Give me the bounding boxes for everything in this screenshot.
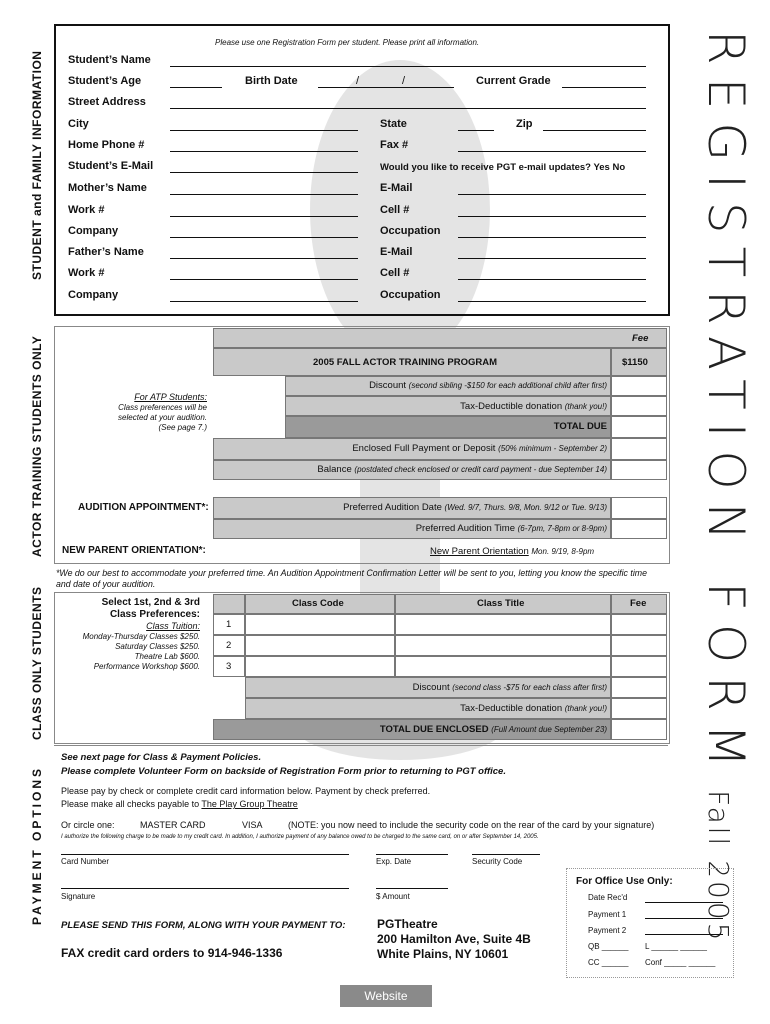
amount-label: $ Amount: [376, 892, 410, 901]
class-tax-label: [460, 703, 607, 714]
tuition-theatre-lab: Theatre Lab $600.: [134, 652, 200, 661]
student-name-field[interactable]: [170, 66, 646, 67]
pref-time-field[interactable]: [611, 519, 667, 539]
payment-1-label: Payment 1: [588, 910, 627, 919]
send-form-label: PLEASE SEND THIS FORM, ALONG WITH YOUR PAYMENT TO:: [61, 920, 346, 931]
pref-time-note: (6-7pm, 7-8pm or 8-9pm): [517, 524, 607, 533]
mother-email-label: E-Mail: [380, 182, 413, 194]
l-field: L ______ ______: [645, 942, 707, 951]
exp-date-label: Exp. Date: [376, 857, 412, 866]
security-code-field[interactable]: [472, 854, 540, 855]
atp-note-2: selected at your audition.: [118, 413, 207, 422]
father-email-label: E-Mail: [380, 246, 413, 258]
row-number-1: 1: [226, 619, 232, 630]
program-name: 2005 FALL ACTOR TRAINING PROGRAM: [313, 357, 498, 368]
audition-appointment-label: AUDITION APPOINTMENT*:: [78, 502, 209, 513]
pref-date-label: [343, 502, 607, 513]
parent-orientation-link[interactable]: New Parent Orientation: [430, 546, 529, 557]
fax-field[interactable]: [458, 151, 646, 152]
pref-date-field[interactable]: [611, 497, 667, 519]
class-code-1-field[interactable]: [245, 614, 395, 635]
parent-orientation-info: [430, 546, 594, 557]
program-fee: $1150: [622, 357, 648, 368]
atp-discount-field[interactable]: [611, 376, 667, 396]
mother-work-label: Work #: [68, 204, 105, 216]
select-preferences-2: Class Preferences:: [109, 609, 200, 620]
address-line-3: White Plains, NY 10601: [377, 947, 509, 961]
tuition-performance-workshop: Performance Workshop $600.: [93, 662, 200, 671]
city-field[interactable]: [170, 130, 358, 131]
mother-company-field[interactable]: [170, 237, 358, 238]
class-code-2-field[interactable]: [245, 635, 395, 656]
payment-divider: [54, 745, 668, 746]
class-fee-3-field[interactable]: [611, 656, 667, 677]
fee-header-row: [213, 328, 667, 348]
atp-tax-label: [460, 401, 607, 412]
class-discount-label: [413, 682, 607, 693]
pay-instructions-2: [61, 799, 298, 809]
atp-students-title: For ATP Students:: [134, 392, 207, 402]
home-phone-field[interactable]: [170, 151, 358, 152]
row-number-2: 2: [226, 640, 232, 651]
mother-work-field[interactable]: [170, 216, 358, 217]
payee-name: The Play Group Theatre: [201, 799, 298, 809]
tuition-saturday: Saturday Classes $250.: [115, 642, 200, 651]
father-company-field[interactable]: [170, 301, 358, 302]
student-age-label: Student’s Age: [68, 75, 142, 87]
atp-tax-field[interactable]: [611, 396, 667, 416]
birth-date-field[interactable]: [318, 87, 454, 88]
zip-label: Zip: [516, 118, 533, 130]
class-tuition-title: Class Tuition:: [146, 621, 200, 631]
student-info-side-label: STUDENT and FAMILY INFORMATION: [30, 50, 44, 280]
mother-cell-label: Cell #: [380, 204, 410, 216]
atp-tax-note: (thank you!): [564, 402, 607, 411]
student-name-label: Student’s Name: [68, 54, 151, 66]
circle-one-label: Or circle one:: [61, 820, 115, 830]
atp-discount-text: Discount: [369, 380, 407, 391]
atp-total-label: TOTAL DUE: [553, 421, 607, 432]
class-title-2-field[interactable]: [395, 635, 611, 656]
registration-form-title: [697, 30, 755, 944]
date-slash-2: /: [402, 75, 406, 87]
actor-training-side-label: ACTOR TRAINING STUDENTS ONLY: [30, 335, 44, 557]
policy-line-2: Please complete Volunteer Form on backside of Registration Form prior to returning to PGT office.: [61, 766, 506, 777]
class-total-note: (Full Amount due September 23): [491, 725, 607, 734]
row-number-3: 3: [226, 661, 232, 672]
website-button[interactable]: Website: [340, 985, 432, 1007]
cc-field: CC ______: [588, 958, 629, 967]
address-line-2: 200 Hamilton Ave, Suite 4B: [377, 932, 531, 946]
class-only-side-label: CLASS ONLY STUDENTS: [30, 586, 44, 740]
class-fee-2-field[interactable]: [611, 635, 667, 656]
atp-enclosed-note: (50% minimum - September 2): [498, 444, 607, 453]
atp-discount-label: [369, 380, 607, 391]
atp-balance-text: Balance: [317, 464, 352, 475]
mastercard-option[interactable]: MASTER CARD: [140, 820, 206, 830]
class-fee-1-field[interactable]: [611, 614, 667, 635]
date-received-field[interactable]: [645, 902, 723, 903]
atp-balance-label: [317, 464, 607, 475]
pref-date-note: (Wed. 9/7, Thurs. 9/8, Mon. 9/12 or Tue. 9/13): [444, 503, 607, 512]
current-grade-label: Current Grade: [476, 75, 551, 87]
class-discount-note: (second class -$75 for each class after first): [452, 683, 607, 692]
visa-option[interactable]: VISA: [242, 820, 263, 830]
date-received-label: Date Rec'd: [588, 893, 628, 902]
father-company-label: Company: [68, 289, 119, 301]
fee-header: Fee: [632, 333, 649, 344]
student-age-field[interactable]: [170, 87, 222, 88]
class-tax-note: (thank you!): [564, 704, 607, 713]
payment-options-side-label: PAYMENT OPTIONS: [30, 765, 44, 925]
birth-date-label: Birth Date: [245, 75, 298, 87]
home-phone-label: Home Phone #: [68, 139, 145, 151]
fathers-name-label: Father’s Name: [68, 246, 144, 258]
father-occupation-field[interactable]: [458, 301, 646, 302]
address-line-1: PGTheatre: [377, 917, 438, 931]
atp-enclosed-label: [352, 443, 607, 454]
current-grade-field[interactable]: [562, 87, 646, 88]
title-sub: Fall 2005: [702, 790, 735, 944]
mother-occupation-field[interactable]: [458, 237, 646, 238]
authorization-text: I authorize the following charge to be made to my credit card. In addition, I authorize payment of any balance owed to be charged to the same card, on or after September 14, 2005.: [61, 834, 539, 840]
audition-footnote: *We do our best to accommodate your preferred time. An Audition Appointment Confirmation Letter will be sent to you, letting you know the specific time and date of your audition.: [56, 568, 647, 589]
pref-time-label: [416, 523, 607, 534]
atp-tax-text: Tax-Deductible donation: [460, 401, 563, 412]
mother-email-field[interactable]: [458, 194, 646, 195]
date-slash-1: /: [356, 75, 360, 87]
signature-field[interactable]: [61, 888, 349, 889]
pay-instructions-2-prefix: Please make all checks payable to: [61, 799, 200, 809]
class-title-3-field[interactable]: [395, 656, 611, 677]
class-total-text: TOTAL DUE ENCLOSED: [379, 724, 489, 735]
mother-company-label: Company: [68, 225, 119, 237]
class-code-3-field[interactable]: [245, 656, 395, 677]
email-updates-question[interactable]: Would you like to receive PGT e-mail updates? Yes No: [380, 162, 626, 173]
zip-field[interactable]: [543, 130, 646, 131]
mother-cell-field[interactable]: [458, 216, 646, 217]
street-address-label: Street Address: [68, 96, 146, 108]
class-title-header: Class Title: [477, 598, 525, 609]
class-total-field[interactable]: [611, 719, 667, 740]
title-main: REGISTRATION FORM: [697, 30, 755, 781]
class-fee-header: Fee: [630, 598, 647, 609]
atp-balance-field[interactable]: [611, 460, 667, 480]
class-discount-text: Discount: [412, 682, 450, 693]
student-email-field[interactable]: [170, 172, 358, 173]
security-code-label: Security Code: [472, 857, 523, 866]
instruction-text: Please use one Registration Form per student. Please print all information.: [215, 38, 480, 47]
atp-total-field[interactable]: [611, 416, 667, 438]
security-code-note: (NOTE: you now need to include the security code on the rear of the card by your signature): [288, 820, 655, 830]
class-discount-field[interactable]: [611, 677, 667, 698]
class-total-label: [380, 724, 607, 735]
amount-field[interactable]: [376, 888, 448, 889]
conf-field: Conf _____ ______: [645, 958, 716, 967]
father-cell-field[interactable]: [458, 279, 646, 280]
mothers-name-label: Mother’s Name: [68, 182, 147, 194]
pref-time-text: Preferred Audition Time: [415, 523, 515, 534]
atp-enclosed-text: Enclosed Full Payment or Deposit: [352, 443, 496, 454]
qb-field: QB ______: [588, 942, 629, 951]
mothers-name-field[interactable]: [170, 194, 358, 195]
father-work-field[interactable]: [170, 279, 358, 280]
select-preferences-1: Select 1st, 2nd & 3rd: [101, 597, 200, 608]
office-use-title: For Office Use Only:: [576, 876, 673, 887]
payment-2-label: Payment 2: [588, 926, 627, 935]
policy-line-1: See next page for Class & Payment Policies.: [61, 752, 262, 763]
student-email-label: Student’s E-Mail: [68, 160, 154, 172]
city-label: City: [68, 118, 89, 130]
mother-occupation-label: Occupation: [380, 225, 441, 237]
atp-discount-note: (second sibling -$150 for each additional child after first): [408, 381, 607, 390]
atp-note-3: (See page 7.): [158, 423, 207, 432]
exp-date-field[interactable]: [376, 854, 448, 855]
class-code-header: Class Code: [292, 598, 344, 609]
parent-orientation-label: NEW PARENT ORIENTATION*:: [62, 545, 206, 556]
pay-instructions-1: Please pay by check or complete credit card information below. Payment by check preferred.: [61, 786, 431, 796]
class-title-1-field[interactable]: [395, 614, 611, 635]
father-email-field[interactable]: [458, 258, 646, 259]
card-number-field[interactable]: [61, 854, 349, 855]
payment-2-field[interactable]: [645, 934, 723, 935]
fathers-name-field[interactable]: [170, 258, 358, 259]
father-occupation-label: Occupation: [380, 289, 441, 301]
pref-date-text: Preferred Audition Date: [343, 502, 442, 513]
atp-note-1: Class preferences will be: [118, 403, 207, 412]
father-work-label: Work #: [68, 267, 105, 279]
state-field[interactable]: [458, 130, 494, 131]
street-address-field[interactable]: [170, 108, 646, 109]
class-tax-text: Tax-Deductible donation: [460, 703, 563, 714]
atp-enclosed-field[interactable]: [611, 438, 667, 460]
signature-label: Signature: [61, 892, 96, 901]
payment-1-field[interactable]: [645, 918, 723, 919]
fax-label: Fax #: [380, 139, 409, 151]
tuition-mon-thu: Monday-Thursday Classes $250.: [82, 632, 200, 641]
father-cell-label: Cell #: [380, 267, 410, 279]
state-label: State: [380, 118, 407, 130]
class-tax-field[interactable]: [611, 698, 667, 719]
atp-balance-note: (postdated check enclosed or credit card payment - due September 14): [354, 465, 607, 474]
parent-orientation-note: Mon. 9/19, 8-9pm: [531, 547, 595, 556]
card-number-label: Card Number: [61, 857, 110, 866]
fax-orders-line: FAX credit card orders to 914-946-1336: [61, 946, 283, 960]
row-number-header: [213, 594, 245, 614]
